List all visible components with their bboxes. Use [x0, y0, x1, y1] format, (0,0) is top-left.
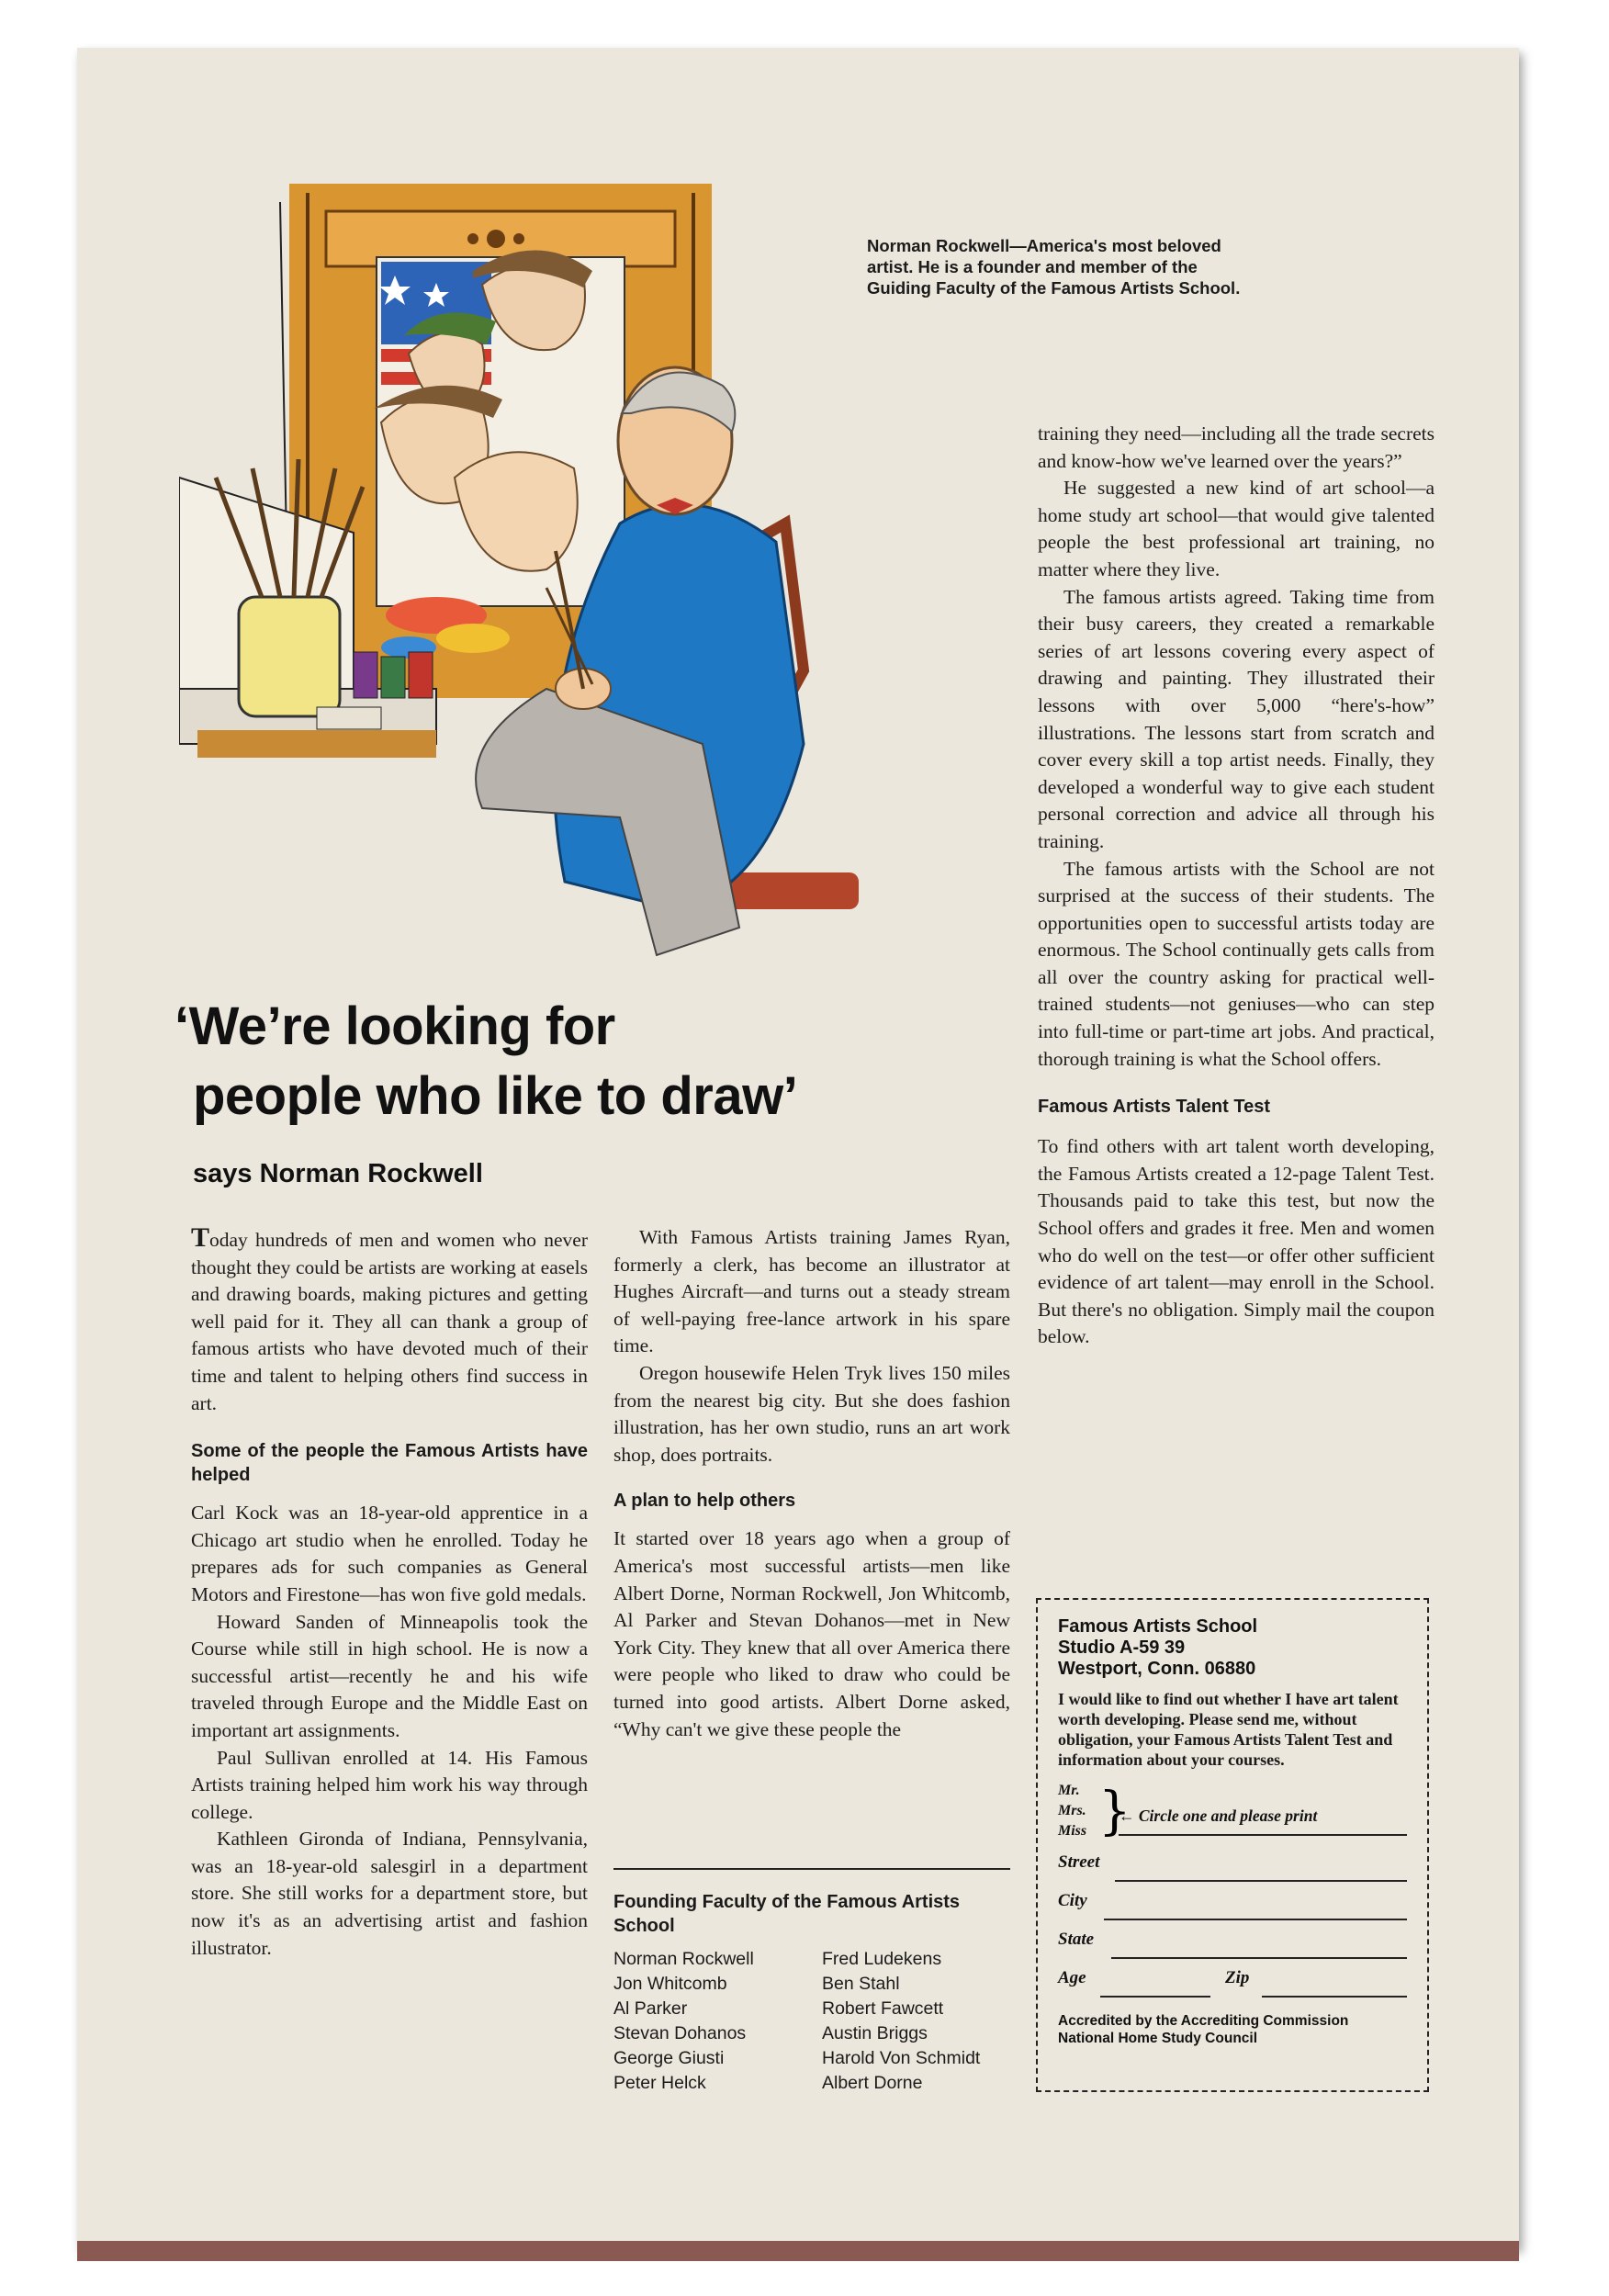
page-bottom-edge	[77, 2241, 1519, 2261]
zip-input-line[interactable]	[1262, 1996, 1407, 1998]
paragraph-plan: It started over 18 years ago when a group of America's most successful artists—men like Albert Dorne, Norman Rockwell, Jon Whitcomb, Al Parker and Stevan Dohanos—met in New York City. They knew that all over America there were people who liked to draw who could be turned into good artists. Albert Dorne asked, “Why can't we give these people the	[613, 1527, 1010, 1740]
headline-line-2: people who like to draw’	[193, 1066, 798, 1126]
street-field[interactable]	[1058, 1852, 1407, 1891]
brace-glyph: }	[1098, 1782, 1131, 1841]
paragraph-talent-test: To find others with art talent worth developing, the Famous Artists created a 12-page Talent Test. Thousands paid to take this test, but now the School offers and grades it free. Men and women who do well on the test—or offer other sufficient evidence of art talent—may enroll in the School. But there's no obligation. Simply mail the coupon below.	[1038, 1135, 1435, 1348]
title-option-miss[interactable]: Miss	[1058, 1823, 1087, 1839]
coupon-school-name: Famous Artists School	[1058, 1616, 1258, 1637]
age-zip-field[interactable]	[1058, 1968, 1407, 2007]
faculty-name: George Giusti	[613, 2048, 725, 2068]
coupon-city-address: Westport, Conn. 06880	[1058, 1659, 1256, 1679]
column-3	[1038, 421, 1435, 1351]
faculty-name: Stevan Dohanos	[613, 2023, 747, 2043]
zip-label: Zip	[1225, 1968, 1250, 1987]
faculty-name: Fred Ludekens	[822, 1949, 942, 1969]
subheadline: says Norman Rockwell	[193, 1159, 483, 1188]
age-label: Age	[1058, 1968, 1086, 1987]
faculty-list-left	[613, 1947, 816, 2096]
paragraph-opportunities: The famous artists with the School are not surprised at the success of their students. The opportunities open to successful artists today are enormous. The School continually gets calls from all over the country asking for practical well-trained students—not geniuses—who can step into full-time or part-time art jobs. And practical, thorough training is what the School offers.	[1038, 857, 1435, 1070]
coupon-studio: Studio A-59 39	[1058, 1638, 1186, 1658]
paragraph-kathleen-gironda: Kathleen Gironda of Indiana, Pennsylvania, was an 18-year-old salesgirl in a department store. She still works for a department store, but now it's as an advertising artist and fashion illustrator.	[191, 1828, 588, 1959]
paragraph-paul-sullivan: Paul Sullivan enrolled at 14. His Famous Artists training helped him work his way through college.	[191, 1746, 588, 1823]
column-2	[613, 1224, 1010, 1743]
circle-note: ← Circle one and please print	[1119, 1806, 1318, 1825]
paragraph-continued: training they need—including all the trade secrets and know-how we've learned over the years?”	[1038, 422, 1435, 472]
state-label: State	[1058, 1930, 1095, 1949]
state-field[interactable]	[1058, 1930, 1407, 1968]
title-option-mrs[interactable]: Mrs.	[1058, 1803, 1086, 1818]
faculty-heading: Founding Faculty of the Famous Artists School	[613, 1892, 961, 1936]
paragraph-howard-sanden: Howard Sanden of Minneapolis took the Course while still in high school. He is now a successful artist—recently he and his wife traveled through Europe and the Middle East on important art assignments.	[191, 1610, 588, 1741]
faculty-name: Ben Stahl	[822, 1974, 900, 1994]
paragraph-suggestion: He suggested a new kind of art school—a home study art school—that would give talented people the best professional art training, no matter where they live.	[1038, 477, 1435, 580]
age-input-line[interactable]	[1100, 1996, 1210, 1998]
column-1	[191, 1224, 588, 1962]
intro-paragraph	[191, 1224, 588, 1417]
headline-line-1: ‘We’re looking for	[174, 996, 615, 1056]
rockwell-illustration	[179, 174, 987, 974]
faculty-name: Robert Fawcett	[822, 1998, 944, 2019]
paragraph-lessons: The famous artists agreed. Taking time from their busy careers, they created a remarkable series of art lessons covering every aspect of drawing and painting. They illustrated their lessons with over 5,000 “here's-how” illustrations. The lessons start from scratch and cover every skill a top artist needs. Finally, they developed a wonderful way to give each student personal correction and advice all through his training.	[1038, 585, 1435, 852]
name-line[interactable]	[1119, 1834, 1407, 1836]
accreditation-note: Accredited by the Accrediting Commission National Home Study Council	[1058, 2013, 1349, 2046]
faculty-name: Norman Rockwell	[613, 1949, 754, 1969]
city-input-line[interactable]	[1104, 1919, 1407, 1920]
section-heading-plan: A plan to help others	[613, 1491, 796, 1512]
paragraph-helen-tryk: Oregon housewife Helen Tryk lives 150 miles from the nearest big city. But she does fashion illustration, has her own studio, runs an art work shop, does portraits.	[613, 1361, 1010, 1466]
faculty-divider	[613, 1868, 1010, 1870]
faculty-name: Jon Whitcomb	[613, 1974, 727, 1994]
street-input-line[interactable]	[1115, 1880, 1407, 1882]
coupon-request-text: I would like to find out whether I have art talent worth developing. Please send me, without obligation, your Famous Artists Talent Test and information about your courses.	[1058, 1690, 1399, 1769]
title-selector[interactable]	[1058, 1783, 1407, 1852]
faculty-name: Peter Helck	[613, 2073, 706, 2093]
state-input-line[interactable]	[1111, 1957, 1407, 1959]
faculty-name: Albert Dorne	[822, 2073, 923, 2093]
title-option-mr[interactable]: Mr.	[1058, 1783, 1080, 1798]
faculty-name: Al Parker	[613, 1998, 688, 2019]
illustration-caption: Norman Rockwell—America's most beloved artist. He is a founder and member of the Guiding Faculty of the Famous Artists School.	[867, 236, 1241, 298]
section-heading-talent-test: Famous Artists Talent Test	[1038, 1097, 1271, 1118]
coupon-form[interactable]	[1036, 1598, 1429, 2092]
faculty-name: Harold Von Schmidt	[822, 2048, 981, 2068]
paragraph-carl-kock: Carl Kock was an 18-year-old apprentice in a Chicago art studio when he enrolled. Today he prepares ads for such companies as General Motors and Firestone—has won five gold medals.	[191, 1502, 588, 1605]
intro-text: oday hundreds of men and women who never thought they could be artists are working at easels and drawing boards, making pictures and getting well paid for it. They all can thank a group of famous artists who have devoted much of their time and talent to helping others find success in art.	[191, 1229, 588, 1414]
street-label: Street	[1058, 1852, 1100, 1872]
city-label: City	[1058, 1891, 1087, 1910]
city-field[interactable]	[1058, 1891, 1407, 1930]
brush-jar-shape	[239, 597, 340, 716]
section-heading-people: Some of the people the Famous Artists have helped	[191, 1441, 588, 1486]
drop-cap: T	[191, 1222, 210, 1253]
faculty-list-right	[822, 1947, 1019, 2096]
paragraph-james-ryan: With Famous Artists training James Ryan, formerly a clerk, has become an illustrator at Hughes Aircraft—and turns out a steady stream of well-paying free-lance artwork in his spare time.	[613, 1226, 1010, 1357]
faculty-name: Austin Briggs	[822, 2023, 928, 2043]
